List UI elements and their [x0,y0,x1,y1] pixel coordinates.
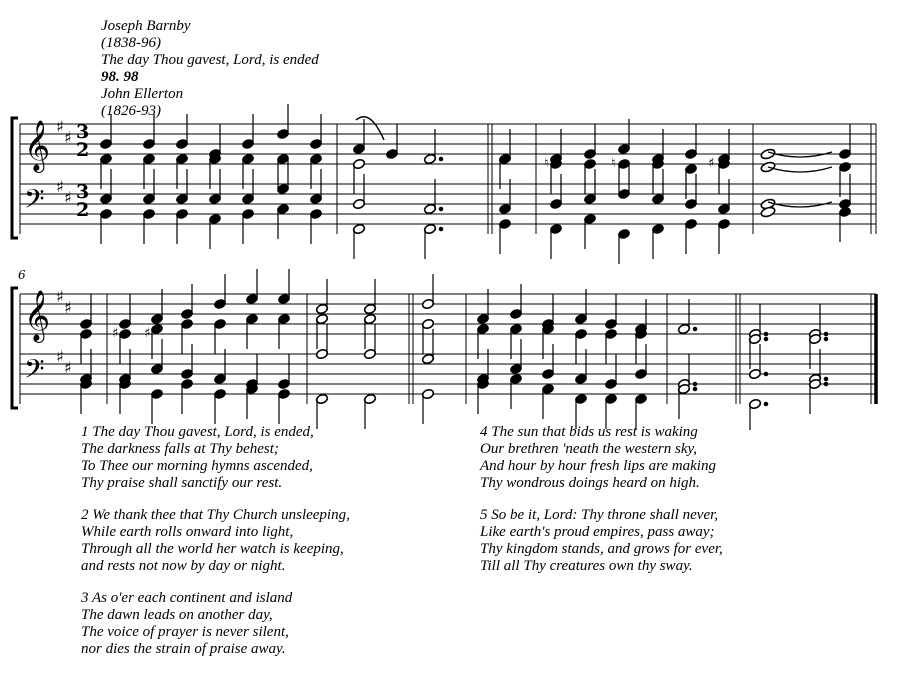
note [142,114,155,150]
note [363,393,376,429]
note [99,208,112,244]
verse-line: Through all the world her watch is keeping, [81,541,344,557]
treble-clef-icon: 𝄞 [24,120,51,171]
verse-line: 1 The day Thou gavest, Lord, is ended, [81,424,314,440]
verse-2 [81,507,350,575]
verse-line: And hour by hour fresh lips are making [480,458,716,474]
note [748,344,767,380]
note [315,279,328,315]
key-signature [56,117,72,377]
time-signature-bottom: 2 [76,199,90,221]
note [509,373,522,409]
note [476,378,489,414]
note [99,114,112,150]
note [309,208,322,244]
note [808,304,827,340]
note [142,208,155,244]
hymn-title: The day Thou gavest, Lord, is ended [101,52,319,68]
author-name: John Ellerton [101,86,184,102]
verse-line: 5 So be it, Lord: Thy throne shall never, [480,507,719,523]
verse-1 [81,424,314,492]
verse-4 [480,424,716,492]
note [241,114,254,150]
note [150,388,163,424]
note [208,124,221,160]
note [385,124,398,160]
note [213,274,226,310]
svg-text:♯: ♯ [56,117,64,136]
note [79,378,92,414]
note [245,383,258,419]
note [498,218,511,254]
note [213,318,226,354]
note [651,223,664,259]
note [617,228,630,264]
note [421,274,434,310]
note [213,388,226,424]
note [245,354,258,390]
note [118,378,131,414]
note [583,124,596,160]
note [352,223,365,259]
note [541,383,554,419]
verse-line: and rests not now by day or night. [81,558,286,574]
time-signature-top: 3 [76,121,90,143]
verse-3 [81,590,292,658]
note [276,104,289,140]
note [277,388,290,424]
note [208,213,221,249]
note [245,313,258,349]
note [421,388,434,424]
verse-line: The dawn leads on another day, [81,607,273,623]
note [583,213,596,249]
note [684,124,697,160]
note [277,313,290,349]
barlines [107,124,876,404]
hymn-meter: 98. 98 [101,69,139,85]
note [549,223,562,259]
note [748,304,767,340]
verse-line: Till all Thy creatures own thy sway. [480,558,693,574]
sharp-icon: ♯ [144,326,151,341]
verse-line: Like earth's proud empires, pass away; [480,524,715,540]
time-signature-bottom: 2 [76,139,90,161]
verse-line: 4 The sun that bids us rest is waking [480,424,698,440]
note [175,208,188,244]
note [509,284,522,320]
note [748,398,767,430]
note [241,208,254,244]
note [684,218,697,254]
system1-brace [12,118,18,238]
note [604,294,617,330]
note [541,294,554,330]
note [276,203,289,239]
verse-line: Our brethren 'neath the western sky, [480,441,698,457]
note [677,354,696,390]
verse-line: 3 As o'er each continent and island [81,590,293,606]
verse-5 [480,507,723,575]
note [277,354,290,390]
natural-icon: ♮ [544,156,549,171]
note [363,279,376,315]
note [315,393,328,429]
time-signature-top: 3 [76,181,90,203]
note [423,223,442,259]
note [277,269,290,305]
svg-text:♯: ♯ [56,287,64,306]
verse-line: nor dies the strain of praise away. [81,641,286,657]
verse-line: The darkness falls at Thy behest; [81,441,279,457]
note [808,378,827,414]
author-dates: (1826-93) [101,103,161,119]
verse-line: Thy kingdom stands, and grows for ever, [480,541,723,557]
note [717,218,730,254]
verse-line: Thy praise shall sanctify our rest. [81,475,283,491]
verse-line: While earth rolls onward into light, [81,524,294,540]
note [180,284,193,320]
verse-line: Thy wondrous doings heard on high. [480,475,700,491]
svg-text:♯: ♯ [56,347,64,366]
note [309,114,322,150]
note [79,294,92,330]
slur [356,117,384,140]
note [677,383,696,419]
svg-text:♯: ♯ [64,358,72,377]
note [245,269,258,305]
note [180,378,193,414]
treble-clef-icon: 𝄞 [24,290,51,341]
verse-line: The voice of prayer is never silent, [81,624,289,640]
sharp-icon: ♯ [112,326,119,341]
svg-text:♯: ♯ [56,177,64,196]
note [175,114,188,150]
system2-brace [12,288,18,408]
note [838,124,851,160]
svg-text:♯: ♯ [64,188,72,207]
verse-line: To Thee our morning hymns ascended, [81,458,313,474]
composer-name: Joseph Barnby [101,18,191,34]
bass-clef-icon: 𝄢 [24,183,45,221]
verse-line: 2 We thank thee that Thy Church unsleeping, [81,507,350,523]
note [118,294,131,330]
svg-text:♯: ♯ [64,298,72,317]
svg-text:♯: ♯ [64,128,72,147]
measure-number: 6 [18,268,26,282]
tie [768,167,832,172]
natural-icon: ♮ [611,156,616,171]
sharp-icon: ♯ [708,156,715,171]
composer-dates: (1838-96) [101,35,161,51]
bass-clef-icon: 𝄢 [24,353,45,391]
